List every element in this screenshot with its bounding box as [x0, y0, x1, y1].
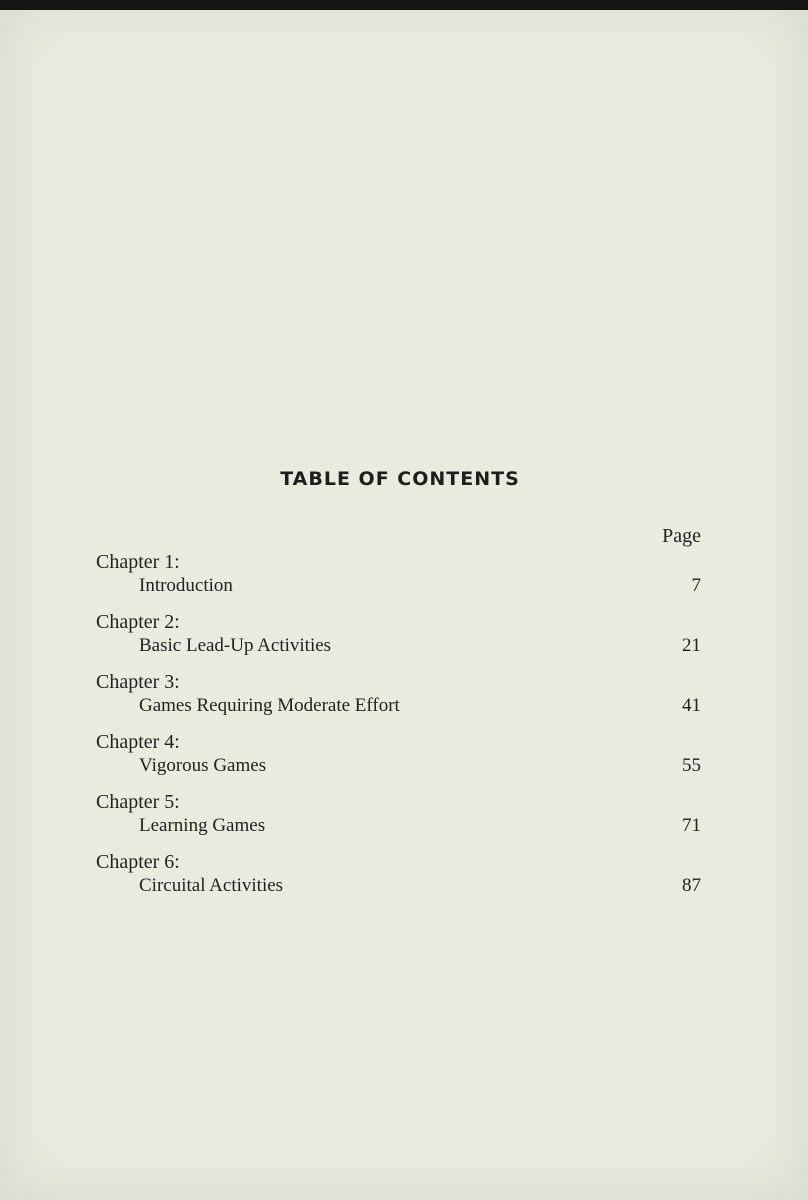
- chapter-label: Chapter 3:: [96, 671, 180, 693]
- toc-entry-chapter-1: [96, 550, 701, 610]
- chapter-label: Chapter 5:: [96, 791, 180, 813]
- chapter-page-number: 87: [682, 875, 701, 896]
- chapter-page-number: 55: [682, 755, 701, 776]
- chapter-label: Chapter 6:: [96, 851, 180, 873]
- chapter-title: Introduction: [139, 575, 233, 596]
- chapter-page-number: 21: [682, 635, 701, 656]
- toc-entry-chapter-5: [96, 790, 701, 850]
- toc-entry-chapter-2: [96, 610, 701, 670]
- chapter-title: Circuital Activities: [139, 875, 284, 896]
- chapter-title: Learning Games: [139, 815, 266, 836]
- chapter-title: Games Requiring Moderate Effort: [139, 695, 400, 716]
- toc-entry-chapter-3: [96, 670, 701, 730]
- toc-title: TABLE OF CONTENTS: [280, 468, 520, 490]
- chapter-page-number: 7: [691, 575, 701, 596]
- toc-entry-chapter-4: [96, 730, 701, 790]
- chapter-label: Chapter 4:: [96, 731, 180, 753]
- chapter-title: Basic Lead-Up Activities: [139, 635, 332, 656]
- chapter-page-number: 71: [682, 815, 701, 836]
- chapter-page-number: 41: [682, 695, 701, 716]
- chapter-label: Chapter 2:: [96, 611, 180, 633]
- toc-entry-chapter-6: [96, 850, 701, 910]
- scan-top-edge: [0, 0, 808, 10]
- chapter-title: Vigorous Games: [139, 755, 267, 776]
- page-column-label: Page: [662, 525, 701, 547]
- table-of-contents: [96, 550, 701, 910]
- chapter-label: Chapter 1:: [96, 551, 180, 573]
